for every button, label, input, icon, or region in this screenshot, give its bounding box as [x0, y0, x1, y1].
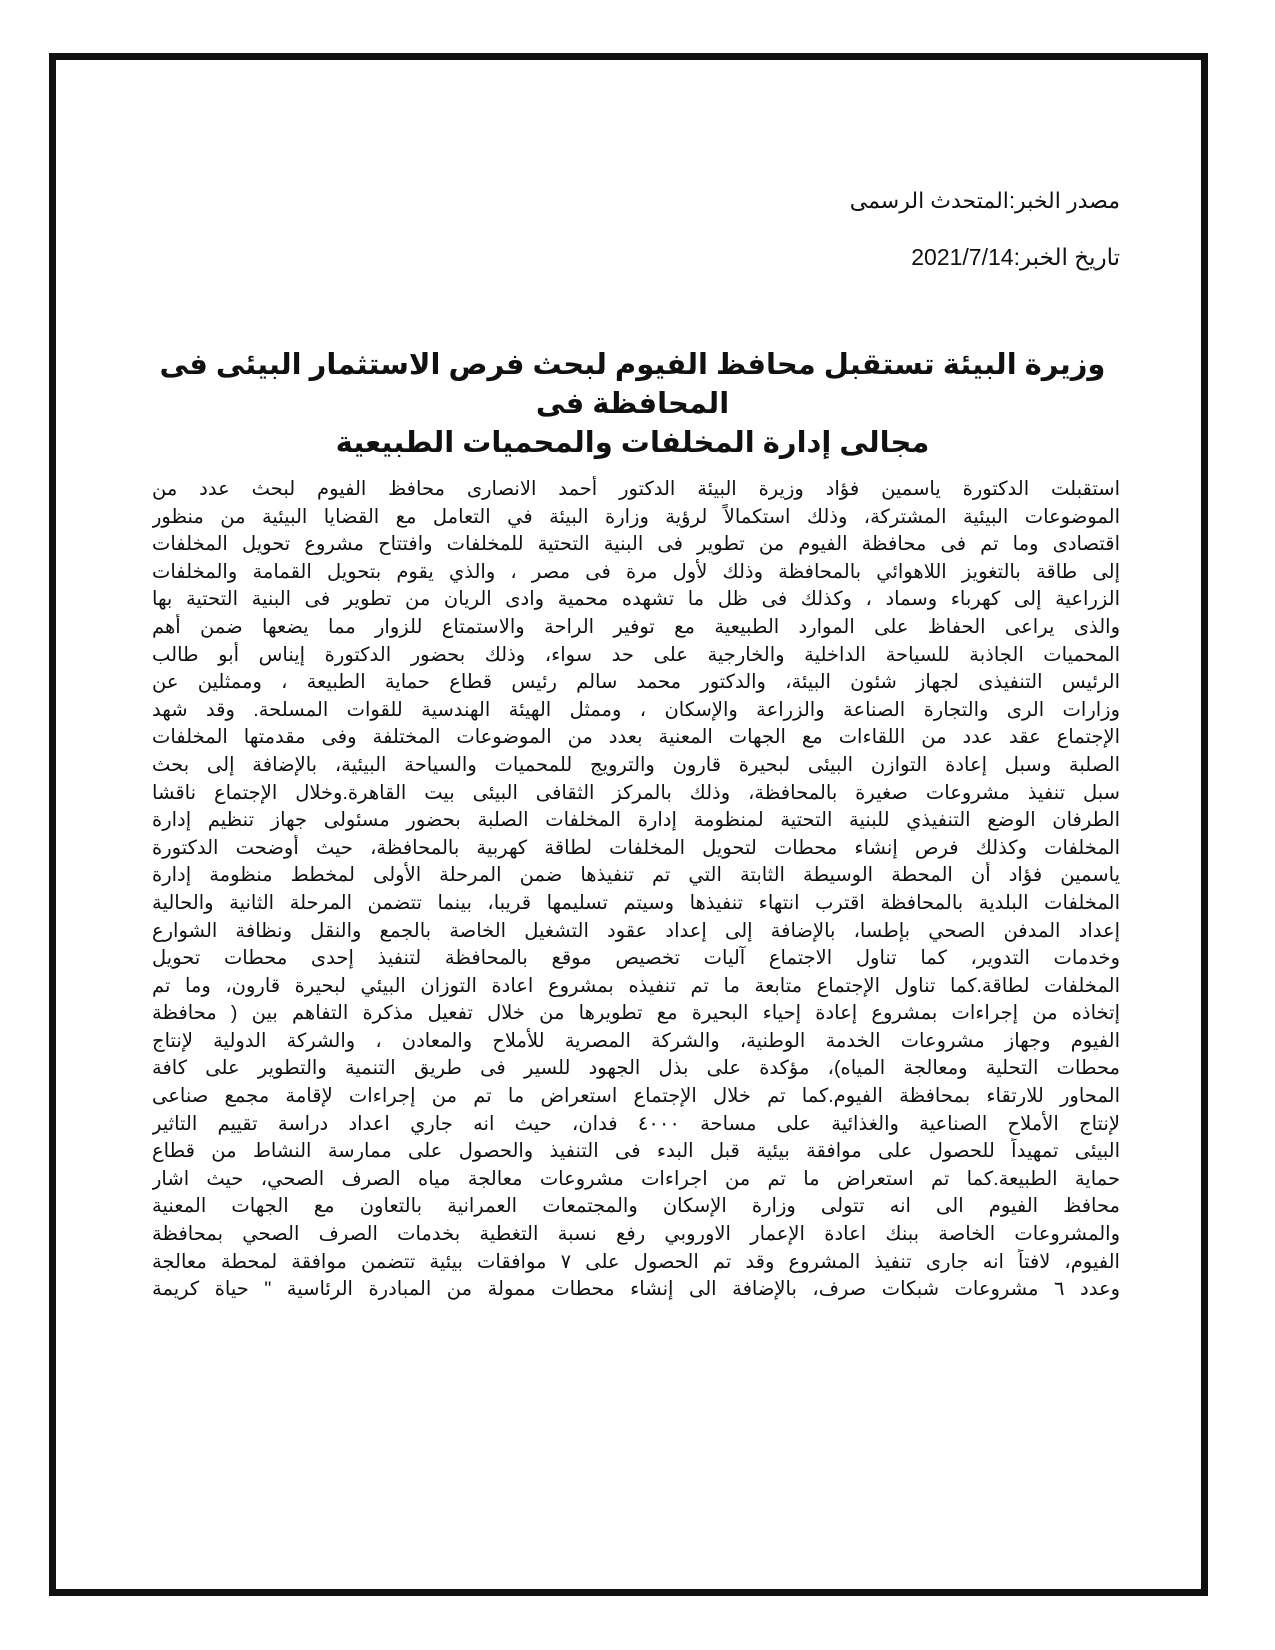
article-body-line: إلى طاقة بالتغويز اللاهوائي بالمحافظة وذلك لأول مرة فى مصر ، والذي يقوم بتحويل القمامة والمخلفات [152, 560, 1120, 583]
news-date-line [911, 244, 1120, 271]
article-body-line: المخلفات وكذلك فرص إنشاء محطات لتحويل المخلفات لطاقة كهربية بالمحافظة، حيث أوضحت الدكتورة [152, 836, 1120, 859]
article-body-line: والذى يراعى الحفاظ على الموارد الطبيعية مع توفير الراحة والاستمتاع للزوار مما يضعها ضمن أهم [152, 615, 1120, 638]
article-body-line: سبل تنفيذ مشروعات صغيرة بالمحافظة، وذلك بالمركز الثقافى البيئى بيت القاهرة.وخلال الإجتماع ناقشا [152, 781, 1120, 804]
article-body [152, 476, 1120, 1304]
article-body-line: البيئى تمهيداً للحصول على موافقة بيئية قبل البدء فى التنفيذ والحصول على ممارسة النشاط من قطاع [152, 1140, 1120, 1163]
article-body-line: الطرفان الوضع التنفيذي للبنية التحتية لمنظومة إدارة المخلفات الصلبة بحضور مسئولى جهاز تنظيم إدارة [152, 809, 1120, 832]
article-body-line: الفيوم وجهاز مشروعات الخدمة الوطنية، والشركة المصرية للأملاح والمعادن ، والشركة الدولية لإنتاج [152, 1029, 1120, 1052]
news-date-label: تاريخ الخبر: [1013, 244, 1120, 270]
article-body-line: المحاور للارتقاء بمحافظة الفيوم.كما تم خلال الإجتماع استعراض ما تم من إجراءات لإقامة مجمع صناعى [152, 1085, 1120, 1108]
article-title-line: مجالى إدارة المخلفات والمحميات الطبيعية [335, 427, 930, 459]
article-body-line: الفيوم، لافتاً انه جارى تنفيذ المشروع وقد تم الحصول على ٧ موافقات بيئية تتضمن موافقة لمحطة معالجة [152, 1250, 1120, 1273]
article-body-line: والمشروعات الخاصة ببنك اعادة الإعمار الاوروبي رفع نسبة التغطية بخدمات الصرف الصحي بمحافظة [152, 1223, 1120, 1246]
article-body-line: حماية الطبيعة.كما تم استعراض ما تم من اجراءات مشروعات معالجة مياه الصرف الصحي، حيث اشار [152, 1167, 1120, 1190]
news-source-line [850, 188, 1120, 214]
article-body-line: المحميات الجاذبة للسياحة الداخلية والخارجية على حد سواء، وذلك بحضور الدكتورة إيناس أبو طالب [152, 643, 1120, 666]
article-body-line: اقتصادى وما تم فى محافظة الفيوم من تطوير فى البنية التحتية للمخلفات وافتتاح مشروع تحويل المخلفات [152, 533, 1120, 556]
article-body-line: الصلبة وسبل إعادة التوازن البيئى لبحيرة قارون والترويج للمحميات والسياحة البيئية، بالإضافة إلى بحث [152, 753, 1120, 776]
article-body-line: المخلفات لطاقة.كما تناول الإجتماع متابعة ما تم تنفيذه بمشروع اعادة التوزان البيئي لبحيرة قارون، وما تم [152, 974, 1120, 997]
article-body-line: الرئيس التنفيذى لجهاز شئون البيئة، والدكتور محمد سالم رئيس قطاع حماية الطبيعة ، وممثلين عن [152, 671, 1120, 694]
article-body-line: الزراعية إلى كهرباء وسماد ، وكذلك فى ظل ما تشهده محمية وادى الريان من تطوير فى البنية التحتية بها [152, 588, 1120, 611]
article-body-line: المخلفات البلدية بالمحافظة اقترب انتهاء تنفيذها وسيتم تسليمها قريبا، بينما تتضمن المرحلة الثانية والحالية [152, 891, 1120, 914]
article-body-line: محافظ الفيوم الى انه تتولى وزارة الإسكان والمجتمعات العمرانية بالتعاون مع الجهات المعنية [152, 1195, 1120, 1218]
article-body-line: الإجتماع عقد عدد من اللقاءات مع الجهات المعنية بعدد من الموضوعات المختلفة وفى مقدمتها المخلفات [152, 726, 1120, 749]
article-title [140, 346, 1125, 463]
article-body-line: إتخاذه من إجراءات بمشروع إعادة إحياء البحيرة مع تطويرها من خلال تفعيل مذكرة التفاهم بين ( محافظة [152, 1002, 1120, 1025]
news-date-value: 2021/7/14 [911, 244, 1014, 270]
article-body-line: استقبلت الدكتورة ياسمين فؤاد وزيرة البيئة الدكتور أحمد الانصارى محافظ الفيوم لبحث عدد من [152, 478, 1120, 500]
article-body-line: لإنتاج الأملاح الصناعية والغذائية على مساحة ٤٠٠٠ فدان، حيث انه جاري اعداد دراسة تقييم التاثير [152, 1112, 1120, 1135]
news-source-value: المتحدث الرسمى [849, 188, 1009, 213]
article-body-line: وزارات الرى والتجارة الصناعة والزراعة والإسكان ، وممثل الهيئة الهندسية للقوات المسلحة. وقد شهد [152, 698, 1120, 721]
article-title-line: وزيرة البيئة تستقبل محافظ الفيوم لبحث فرص الاستثمار البيئى فى المحافظة فى [159, 349, 1106, 420]
article-body-line: وعدد ٦ مشروعات شبكات صرف، بالإضافة الى إنشاء محطات ممولة من المبادرة الرئاسية " حياة كريمة [152, 1278, 1120, 1301]
article-body-line: ياسمين فؤاد أن المحطة الوسيطة الثابتة التي تم تنفيذها ضمن المرحلة الأولى لمخطط منظومة إدارة [152, 864, 1120, 887]
article-body-line: محطات التحلية ومعالجة المياه)، مؤكدة على بذل الجهود للسير فى طريق التنمية والتطوير على كافة [152, 1057, 1120, 1080]
article-body-line: إعداد المدفن الصحي بإطسا، بالإضافة إلى إعداد عقود التشغيل الخاصة بالجمع والنقل ونظافة الشوارع [152, 919, 1120, 942]
article-body-line: وخدمات التدوير، كما تناول الاجتماع آليات تخصيص موقع بالمحافظة لتنفيذ إحدى محطات تحويل [152, 947, 1120, 970]
news-source-label: مصدر الخبر: [1008, 188, 1120, 213]
article-body-line: الموضوعات البيئية المشتركة، وذلك استكمالاً لرؤية وزارة البيئة في التعامل مع القضايا البيئية من منظور [152, 505, 1120, 528]
